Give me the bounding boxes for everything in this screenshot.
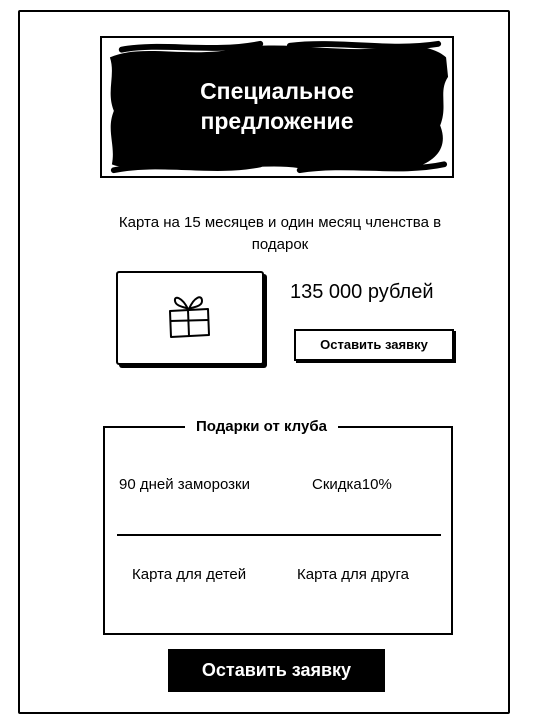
offer-description: Карта на 15 месяцев и один месяц членства в подарок bbox=[118, 214, 442, 253]
gift-item: Карта для друга bbox=[297, 566, 410, 583]
apply-button-offer[interactable]: Оставить заявку bbox=[294, 329, 454, 361]
hero-banner bbox=[100, 36, 454, 178]
apply-button-main[interactable]: Оставить заявку bbox=[168, 649, 385, 692]
offer-price: 135 000 рублей bbox=[290, 281, 434, 303]
hero-title: Специальное предложение bbox=[200, 78, 354, 134]
gift-item: Карта для детей bbox=[132, 566, 247, 583]
gift-item: Скидка10% bbox=[312, 476, 392, 493]
club-gifts-box bbox=[103, 418, 453, 635]
gifts-divider bbox=[117, 534, 441, 536]
gift-item: 90 дней заморозки bbox=[119, 476, 250, 493]
gift-icon bbox=[164, 289, 214, 343]
membership-card-image bbox=[116, 271, 264, 365]
club-gifts-title: Подарки от клуба bbox=[185, 417, 338, 437]
